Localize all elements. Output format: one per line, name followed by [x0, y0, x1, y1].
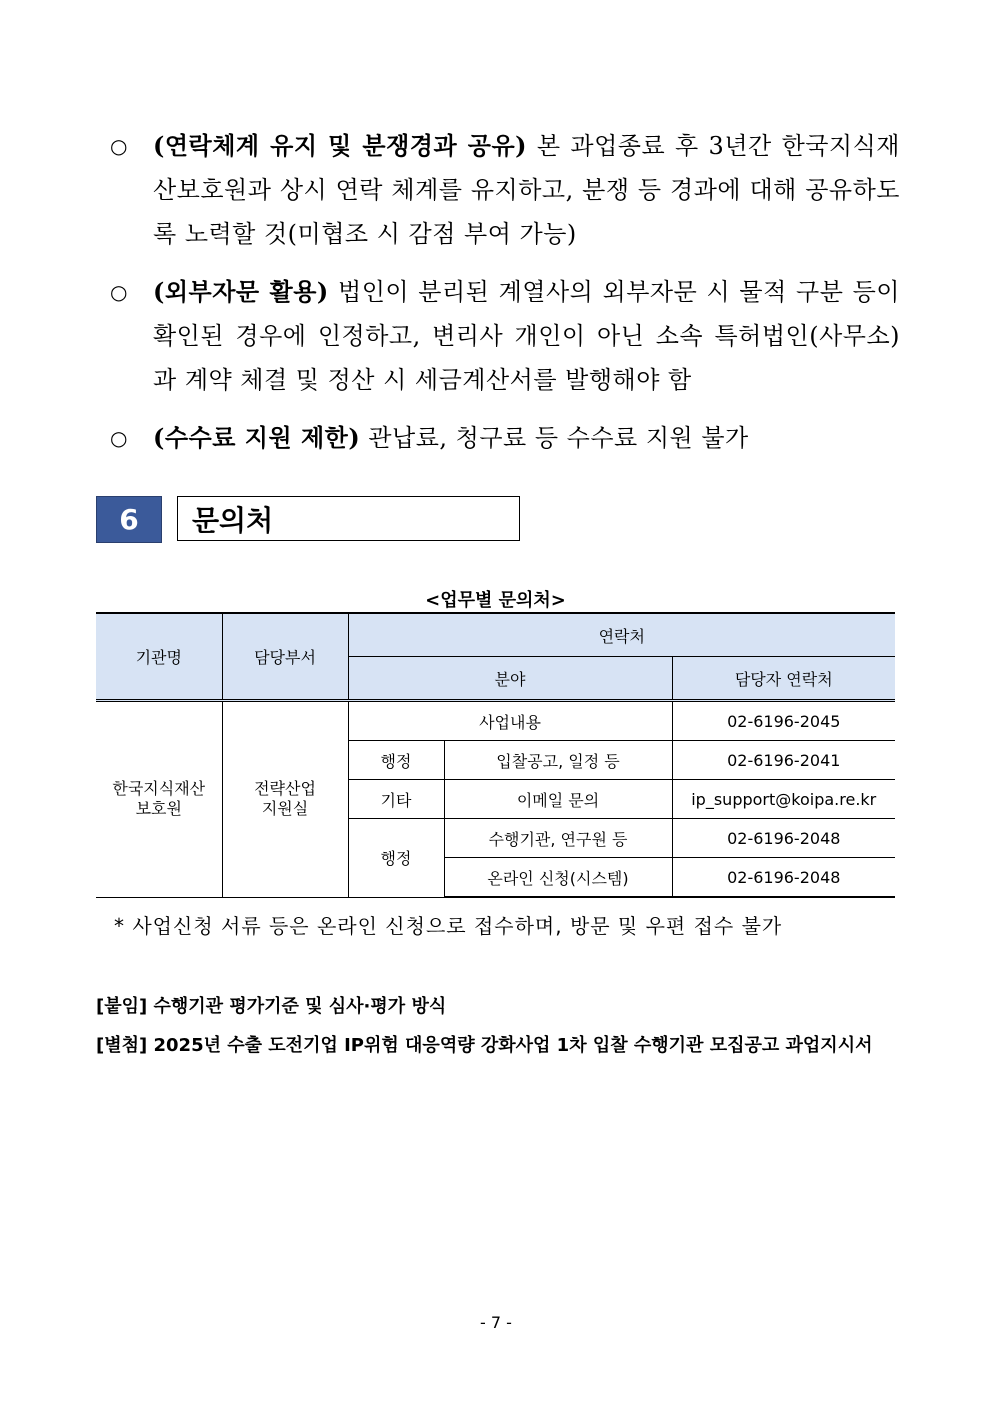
- phone-cell: 02-6196-2048: [672, 858, 895, 898]
- phone-cell: 02-6196-2041: [672, 741, 895, 780]
- header-contact: 연락처: [348, 613, 895, 657]
- bullet-heading: (외부자문 활용): [153, 277, 329, 306]
- attachment-line: [별첨] 2025년 수출 도전기업 IP위험 대응역량 강화사업 1차 입찰 수행기관 모집공고 과업지시서: [96, 1035, 873, 1056]
- dept-cell: [222, 701, 348, 898]
- org-cell: [96, 701, 222, 898]
- bullet-mark: ○: [110, 134, 128, 158]
- bullet-item: [108, 124, 900, 256]
- org-name: 한국지식재산 보호원: [112, 779, 206, 819]
- bullet-heading: (연락체계 유지 및 분쟁경과 공유): [153, 131, 527, 160]
- header-org: 기관명: [96, 613, 222, 701]
- footnote: * 사업신청 서류 등은 온라인 신청으로 접수하며, 방문 및 우편 접수 불가: [114, 914, 783, 938]
- attachment-line: [붙임] 수행기관 평가기준 및 심사·평가 방식: [96, 996, 447, 1017]
- category-cell: 기타: [348, 780, 444, 819]
- phone-cell: 02-6196-2048: [672, 819, 895, 858]
- bullet-item: [108, 416, 900, 460]
- header-dept: 담당부서: [222, 613, 348, 701]
- bullet-text: 본 과업종료 후 3년간 한국지식재산보호원과 상시 연락 체계를 유지하고, 분쟁 등 경과에 대해 공유하도록 노력할 것(미협조 시 감점 부여 가능): [153, 132, 900, 248]
- phone-cell: 02-6196-2045: [672, 701, 895, 741]
- bullet-text: 법인이 분리된 계열사의 외부자문 시 물적 구분 등이 확인된 경우에 인정하고, 변리사 개인이 아닌 소속 특허법인(사무소)과 계약 체결 및 정산 시 세금계산서를 발행해야 함: [153, 278, 900, 394]
- table-row: [96, 701, 895, 741]
- field-cell: 온라인 신청(시스템): [444, 858, 672, 898]
- section-title: 문의처: [177, 496, 520, 541]
- header-field: 분야: [348, 657, 672, 701]
- bullet-list: [108, 124, 900, 474]
- field-cell: 이메일 문의: [444, 780, 672, 819]
- field-cell: 사업내용: [348, 701, 672, 741]
- field-cell: 입찰공고, 일정 등: [444, 741, 672, 780]
- category-cell: 행정: [348, 819, 444, 898]
- bullet-heading: (수수료 지원 제한): [153, 423, 361, 452]
- header-phone: 담당자 연락처: [672, 657, 895, 701]
- bullet-item: [108, 270, 900, 402]
- table-caption: <업무별 문의처>: [425, 590, 566, 611]
- bullet-mark: ○: [110, 280, 128, 304]
- bullet-text: 관납료, 청구료 등 수수료 지원 불가: [360, 424, 749, 452]
- field-cell: 수행기관, 연구원 등: [444, 819, 672, 858]
- section-number: 6: [96, 496, 162, 543]
- dept-name: 전략산업 지원실: [254, 779, 316, 819]
- email-cell: ip_support@koipa.re.kr: [672, 780, 895, 819]
- contact-table: [96, 612, 895, 898]
- section-header: [96, 496, 520, 543]
- category-cell: 행정: [348, 741, 444, 780]
- bullet-mark: ○: [110, 426, 128, 450]
- page-number: - 7 -: [480, 1313, 512, 1332]
